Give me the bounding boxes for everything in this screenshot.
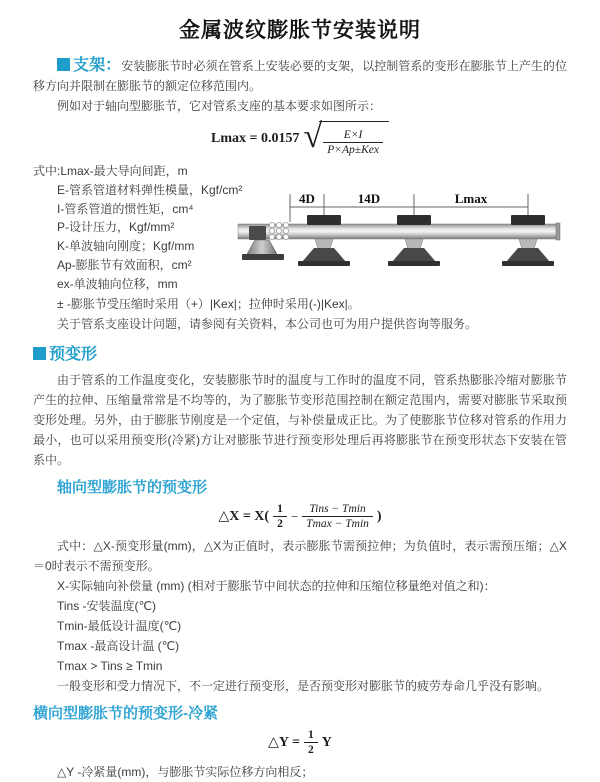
definition-line: P-设计压力，Kgf/mm²	[57, 220, 175, 235]
consult-note: 关于管系支座设计问题，请参阅有关资料，本公司也可为用户提供咨询等服务。	[57, 317, 478, 331]
support-section-label: 支架：	[73, 57, 122, 74]
predeform-section-header	[33, 344, 567, 366]
temperature-fraction: $\frac{\text{Tins − Tmin}}{Tmax - Tmin}$	[302, 502, 373, 531]
axial-formula: △X = X( $\frac{1}{2}$ − $\frac{\text{Tins − Tmin}}{Tmax - Tmin}$ )	[218, 503, 382, 530]
axial-definitions-list	[33, 576, 567, 696]
support-intro-paragraph	[33, 56, 567, 96]
guide-support	[298, 215, 350, 266]
support-intro-text: 安装膨胀节时必须在管系上安装必要的支架，以控制管系的变形在膨胀节上产生的位移方向并限制在膨胀节的额定位移范围内。	[33, 59, 567, 93]
definitions-and-diagram	[33, 162, 567, 294]
axial-explain: 式中：△X-预变形量(mm)，△X为正值时，表示膨胀节需预拉伸；为负值时，表示需预压缩；△X＝0时表示不需预变形。	[33, 539, 567, 573]
section-bullet-icon	[33, 347, 46, 360]
page-title: 金属波纹膨胀节安装说明	[179, 19, 421, 42]
definition-line: K-单波轴向刚度；Kgf/mm	[57, 239, 195, 254]
one-half-fraction: $\frac{1}{2}$	[304, 728, 318, 757]
pipe-support-diagram	[238, 188, 593, 284]
lateral-note: △Y -冷紧量(mm)，与膨胀节实际位移方向相反；	[57, 765, 314, 779]
guide-support	[502, 215, 554, 266]
predeform-paragraph: 由于管系的工作温度变化，安装膨胀节时的温度与工作时的温度不同，管系热膨胀冷缩对膨胀节产生的拉伸、压缩量常常是不均等的，为了膨胀节变形范围控制在额定范围内，需要对膨胀节采取预变形处理。另外，由于膨胀节刚度是一个定值，与补偿量成正比。为了使膨胀节位移对管系的作用力最小，也可以采用预变形(冷紧)方让对膨胀节进行预变形处理后再将膨胀节在预变形状态下安装在管系中。	[33, 373, 567, 467]
definition-line: X-实际轴向补偿量 (mm) (相对于膨胀节中间状态的拉伸和压缩位移量绝对值之和)：	[57, 579, 496, 593]
guide-support	[388, 215, 440, 266]
definition-line: Tmin-最低设计温度(℃)	[57, 619, 182, 633]
radical-glyph: √	[303, 118, 323, 155]
definition-line: E-管系管道材料弹性模量，Kgf/cm²	[57, 182, 243, 197]
radical-sign	[303, 118, 389, 157]
lmax-fraction: $\frac{E\times I}{\text{P×Ap±Kex}}$	[323, 128, 383, 157]
dim-label-14d: 14D	[357, 191, 381, 206]
pipe-end-cap	[556, 223, 560, 240]
definition-line: Ap-膨胀节有效面积，cm²	[57, 257, 192, 272]
lmax-formula	[33, 118, 567, 157]
lmax-formula-lead: Lmax = 0.0157	[211, 131, 300, 146]
dim-label-4d: 4D	[299, 191, 315, 206]
bellows-icon	[269, 222, 288, 239]
definition-line: 式中:Lmax-最大导向间距，m	[33, 164, 188, 178]
support-example-line: 例如对于轴向型膨胀节，它对管系支座的基本要求如图所示：	[57, 99, 382, 113]
definition-line: Tmax -最高设计温 (℃)	[57, 639, 180, 653]
definition-line: I-管系管道的惯性矩，cm⁴	[57, 201, 194, 216]
dim-label-lmax: Lmax	[454, 191, 488, 206]
section-bullet-icon	[57, 58, 70, 71]
plus-minus-note: ± -膨胀节受压缩时采用（+）|Kex|；拉伸时采用(-)|Kex|。	[57, 297, 360, 311]
one-half-fraction: $\frac{1}{2}$	[273, 502, 287, 531]
definition-line: Tins -安装温度(℃)	[57, 599, 157, 613]
definition-line: Tmax > Tins ≥ Tmin	[57, 659, 163, 673]
axial-subheading: 轴向型膨胀节的预变形	[57, 479, 208, 496]
predeform-section-label: 预变形	[49, 346, 98, 363]
definition-line: ex-单波轴向位移，mm	[57, 276, 178, 291]
lateral-formula: △Y = $\frac{1}{2}$ Y	[268, 729, 332, 756]
definition-line: 一般变形和受力情况下，不一定进行预变形，是否预变形对膨胀节的疲劳寿命几乎没有影响。	[57, 679, 550, 693]
lateral-subheading: 横向型膨胀节的预变形-冷紧	[33, 705, 218, 722]
